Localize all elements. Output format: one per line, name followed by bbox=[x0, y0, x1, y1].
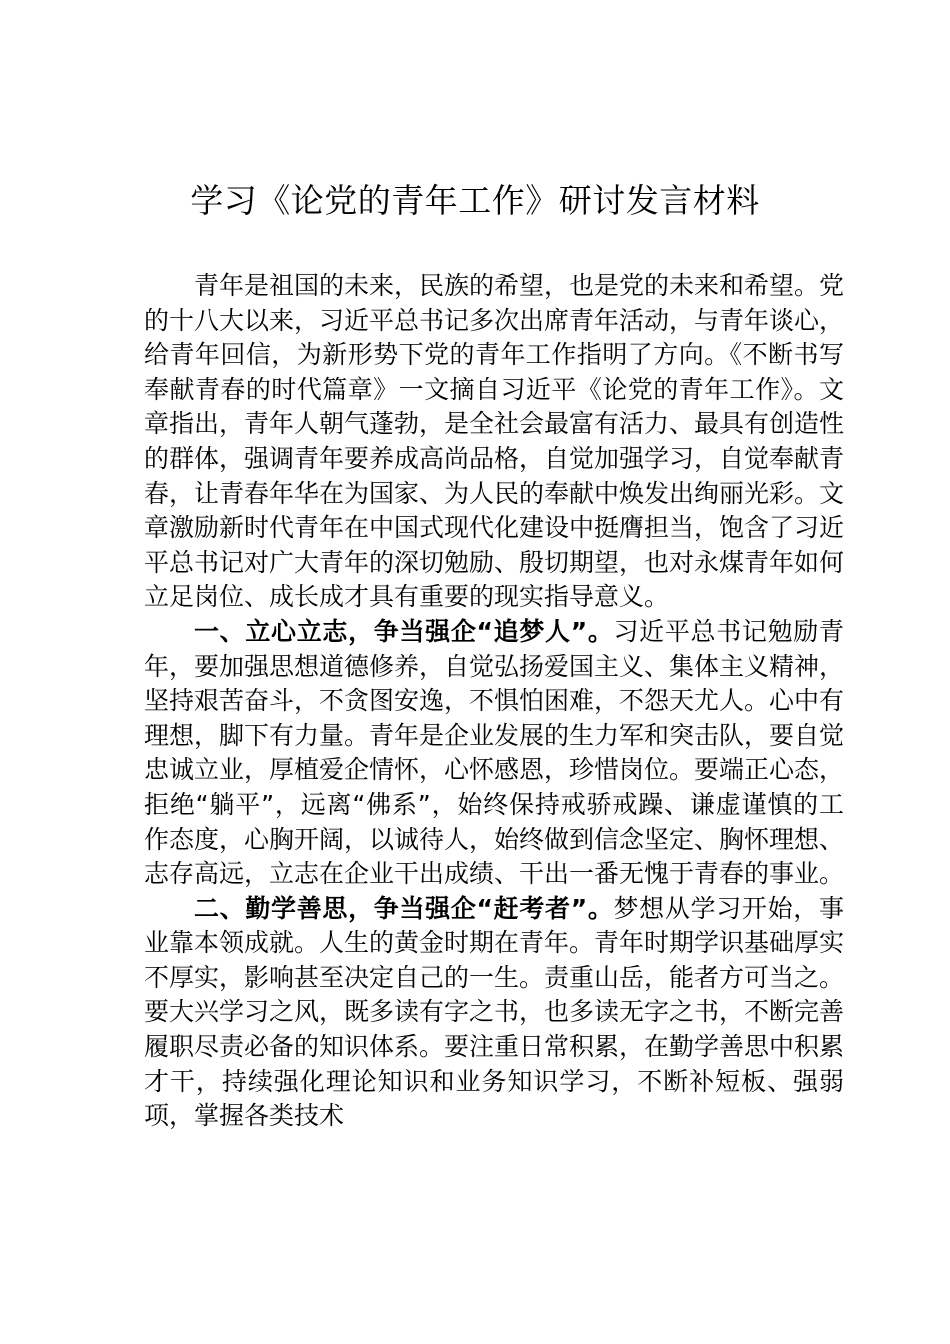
section-heading-2: 二、勤学善思，争当强企“赶考者”。 bbox=[194, 893, 614, 923]
document-title: 学习《论党的青年工作》研讨发言材料 bbox=[190, 181, 760, 220]
section-text-2: 梦想从学习开始，事业靠本领成就。人生的黄金时期在青年。青年时期学识基础厚实不厚实，影响甚至决定自己的一生。责重山岳，能者方可当之。要大兴学习之风，既多读有字之书，也多读无字之书，不断完善履职尽责必备的知识体系。要注重日常积累，在勤学善思中积累才干，持续强化理论知识和业务知识学习，不断补短板、强弱项，掌握各类技术 bbox=[144, 893, 845, 1131]
intro-paragraph: 青年是祖国的未来，民族的希望，也是党的未来和希望。党的十八大以来，习近平总书记多次出席青年活动，与青年谈心，给青年回信，为新形势下党的青年工作指明了方向。《不断书写奉献青春的时代篇章》一文摘自习近平《论党的青年工作》。文章指出，青年人朝气蓬勃，是全社会最富有活力、最具有创造性的群体，强调青年要养成高尚品格，自觉加强学习，自觉奉献青春，让青春年华在为国家、为人民的奉献中焕发出绚丽光彩。文章激励新时代青年在中国式现代化建设中挺膺担当，饱含了习近平总书记对广大青年的深切勉励、殷切期望，也对永煤青年如何立足岗位、成长成才具有重要的现实指导意义。 bbox=[144, 271, 845, 612]
section-text-1: 习近平总书记勉励青年，要加强思想道德修养，自觉弘扬爱国主义、集体主义精神，坚持艰苦奋斗，不贪图安逸，不惧怕困难，不怨天尤人。心中有理想，脚下有力量。青年是企业发展的生力军和突击队，要自觉忠诚立业，厚植爱企情怀，心怀感恩，珍惜岗位。要端正心态，拒绝“躺平”，远离“佛系”，始终保持戒骄戒躁、谦虚谨慎的工作态度，心胸开阔，以诚待人，始终做到信念坚定、胸怀理想、志存高远，立志在企业干出成绩、干出一番无愧于青春的事业。 bbox=[144, 616, 845, 889]
section-heading-1: 一、立心立志，争当强企“追梦人”。 bbox=[194, 616, 614, 646]
document-body bbox=[144, 269, 844, 1134]
section-paragraph-2 bbox=[144, 892, 844, 1134]
section-paragraph-1 bbox=[144, 615, 844, 892]
